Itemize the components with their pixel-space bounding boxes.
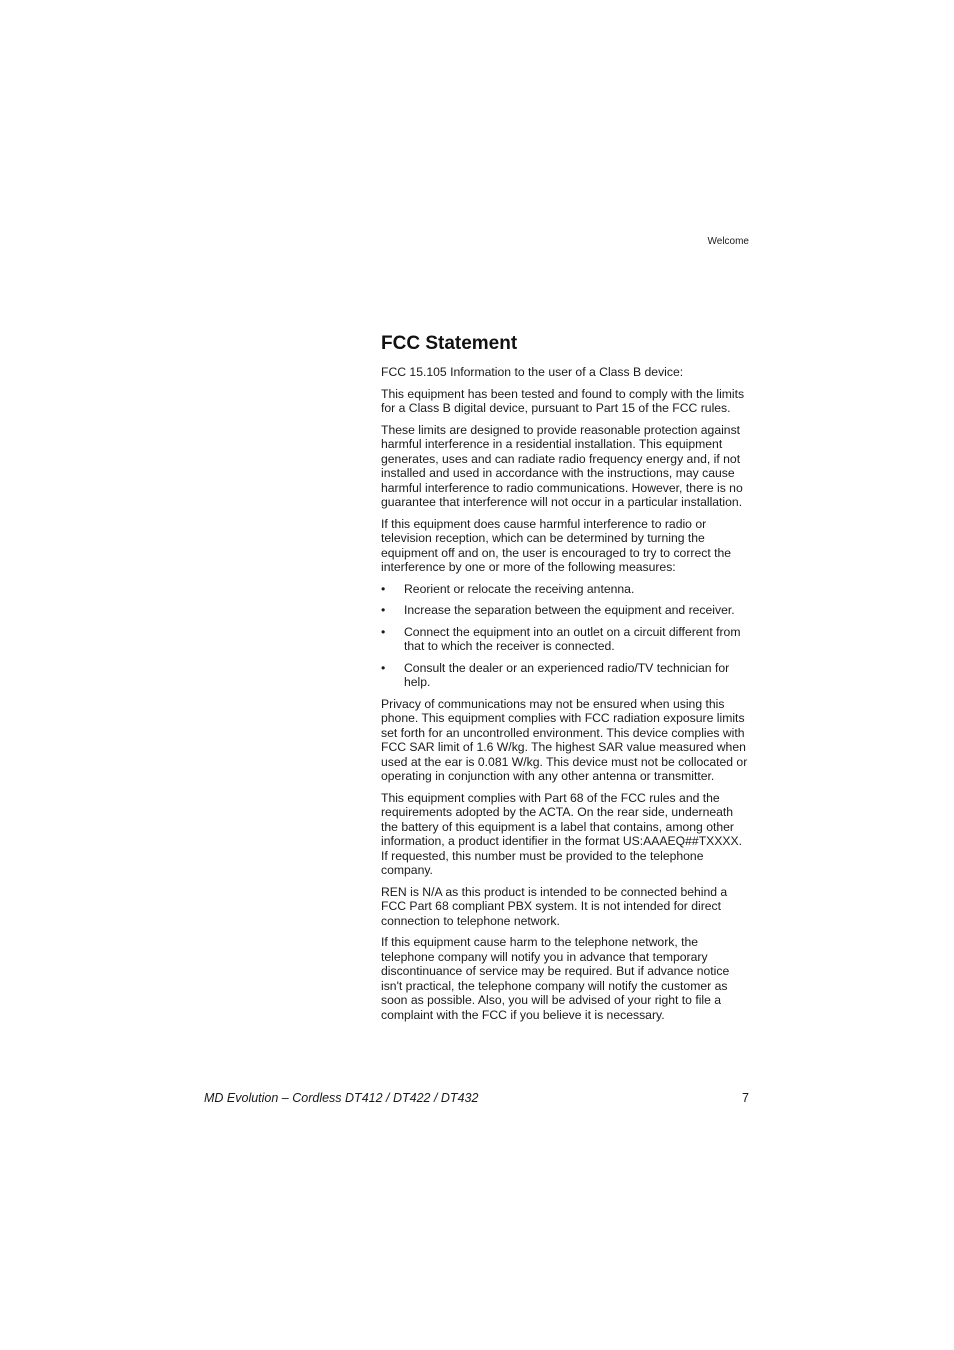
list-item-text: Reorient or relocate the receiving antenna. bbox=[404, 581, 635, 596]
bullet-icon: • bbox=[381, 603, 386, 617]
list-item bbox=[381, 661, 751, 690]
footer-document-title: MD Evolution – Cordless DT412 / DT422 / DT432 bbox=[204, 1091, 479, 1105]
footer-page-number: 7 bbox=[742, 1091, 749, 1105]
paragraph: This equipment has been tested and found to comply with the limits for a Class B digital device, pursuant to Part 15 of the FCC rules. bbox=[381, 386, 745, 415]
paragraph: FCC 15.105 Information to the user of a Class B device: bbox=[381, 365, 684, 379]
paragraph: REN is N/A as this product is intended to be connected behind a FCC Part 68 compliant PBX system. It is not intended for direct connection to telephone network. bbox=[381, 884, 728, 928]
paragraph: These limits are designed to provide reasonable protection against harmful interference in a residential installation. This equipment generates, uses and can radiate radio frequency energy and, if not installed and used in accordance with the instructions, may cause harmful interference to radio communications. However, there is no guarantee that interference will not occur in a particular installation. bbox=[381, 422, 743, 509]
list-item bbox=[381, 625, 751, 654]
running-header: Welcome bbox=[707, 236, 749, 247]
paragraph: This equipment complies with Part 68 of the FCC rules and the requirements adopted by the ACTA. On the rear side, underneath the battery of this equipment is a label that contains, among other information, a product identifier in the format US:AAAEQ##TXXXX. If requested, this number must be provided to the telephone company. bbox=[381, 790, 743, 877]
measures-list bbox=[381, 582, 751, 690]
bullet-icon: • bbox=[381, 660, 386, 675]
list-item-text: Increase the separation between the equipment and receiver. bbox=[404, 603, 735, 617]
bullet-icon: • bbox=[381, 624, 386, 639]
list-item bbox=[381, 603, 751, 618]
paragraph: If this equipment cause harm to the telephone network, the telephone company will notify you in advance that temporary discontinuance of service may be required. But if advance notice isn't practical, the telephone company will notify the customer as soon as possible. Also, you will be advised of your right to file a complaint with the FCC if you believe it is necessary. bbox=[381, 935, 730, 1022]
bullet-icon: • bbox=[381, 581, 386, 596]
page-title: FCC Statement bbox=[381, 333, 518, 354]
list-item-text: Connect the equipment into an outlet on a circuit different from that to which the receiver is connected. bbox=[404, 624, 741, 653]
paragraph: If this equipment does cause harmful interference to radio or television reception, which can be determined by turning the equipment off and on, the user is encouraged to try to correct the interference by one or more of the following measures: bbox=[381, 516, 732, 574]
list-item bbox=[381, 582, 751, 597]
main-content bbox=[381, 332, 751, 1029]
paragraph: Privacy of communications may not be ensured when using this phone. This equipment complies with FCC radiation exposure limits set forth for an uncontrolled environment. This device complies with FCC SAR limit of 1.6 W/kg. The highest SAR value measured when used at the ear is 0.081 W/kg. This device must not be collocated or operating in conjunction with any other antenna or transmitter. bbox=[381, 696, 748, 783]
list-item-text: Consult the dealer or an experienced radio/TV technician for help. bbox=[404, 660, 730, 689]
